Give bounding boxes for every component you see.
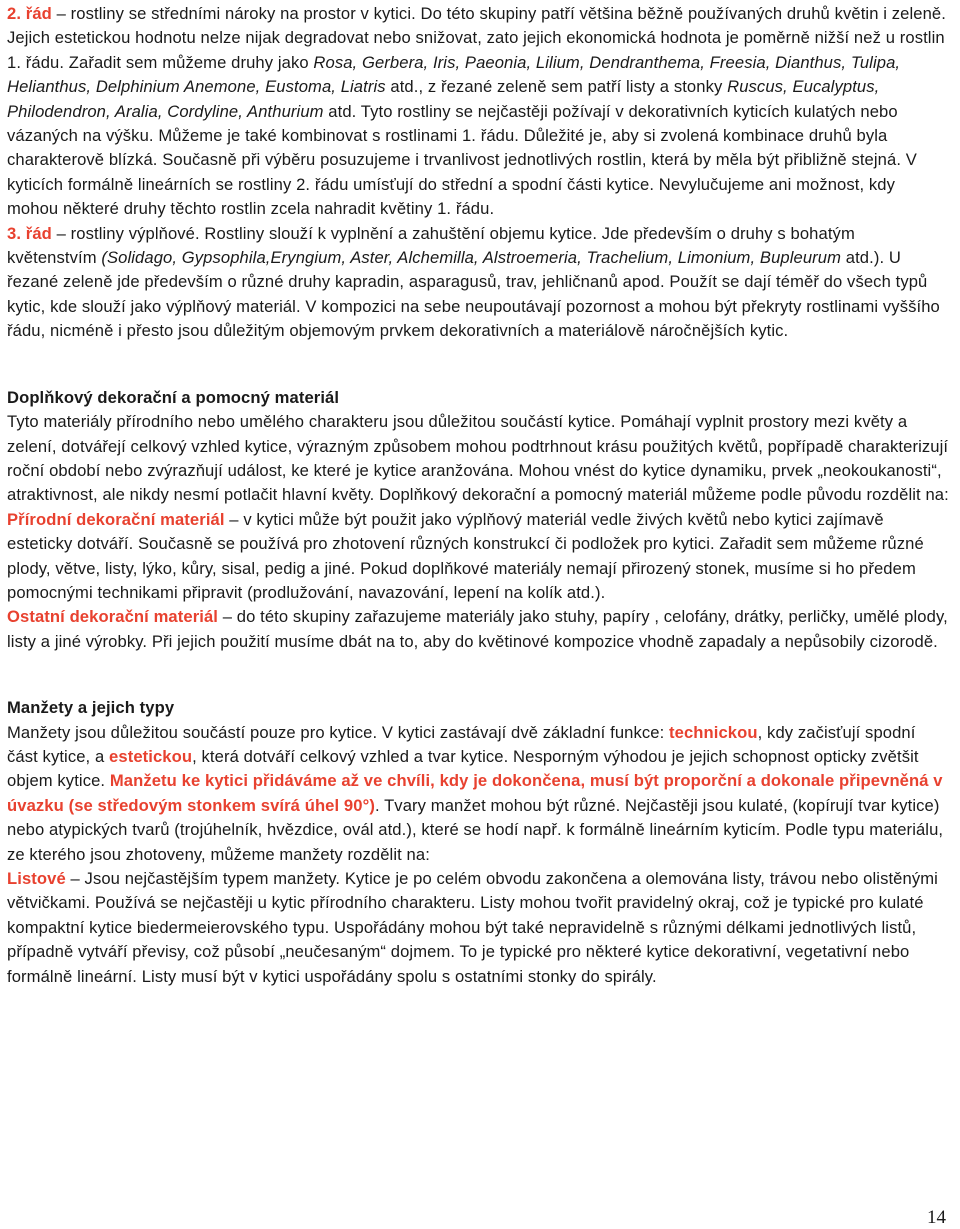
leaf-cuff-term: Listové <box>7 869 66 888</box>
order-number: 2. <box>7 4 22 23</box>
highlight-technical: technickou <box>669 722 758 742</box>
page-number: 14 <box>927 1207 946 1228</box>
text-run: , která dotváří celkový vzhled a tvar kytice. Nesporným výhodou je jejich schopnost opticky zvětšit objem kytice. <box>7 746 919 791</box>
species-list: Rosa, Gerbera, Iris, Paeonia, Lilium, Dendranthema, Freesia, Dianthus, Tulipa, Helianthus, Delphinium Anemone, Eustoma, Liatris <box>7 52 901 97</box>
document-page <box>7 2 949 989</box>
species-list: (Solidago, Gypsophila,Eryngium, Aster, Alchemilla, Alstroemeria, Trachelium, Limonium, Bupleurum <box>101 248 842 268</box>
text-run: – do této skupiny zařazujeme materiály jako stuhy, papíry , celofány, drátky, perličky, umělé plody, listy a jiné výrobky. Při jejich použití musíme dbát na to, aby do květinové kompozice vhodně zapadaly a nepůsobily cizorodě. <box>7 607 948 651</box>
natural-material-term: Přírodní dekorační materiál <box>7 509 225 529</box>
paragraph-natural-material <box>7 508 949 606</box>
text-run: Manžety jsou důležitou součástí pouze pro kytice. V kytici zastávají dvě základní funkce: <box>7 722 670 742</box>
text-run: . Tvary manžet mohou být různé. Nejčastěji jsou kulaté, (kopírují tvar kytice) nebo atypických tvarů (trojúhelník, hvězdice, ovál atd.), které se hodí např. k formálně lineárním kyticím. Podle typu materiálu, ze kterého jsou zhotoveny, můžeme manžety rozdělit na: <box>7 795 944 864</box>
text-run: atd. Tyto rostliny se nejčastěji požívají v dekorativních kyticích kulatých nebo vázaných na výšku. Můžeme je také kombinovat s rostlinami 1. řádu. Důležité je, aby si zvolená kombinace druhů byla charakterově blízká. Současně při výběru posuzujeme i trvanlivost jednotlivých rostlin, která by měla být přibližně stejná. V kyticích formálně lineárních se rostliny 2. řádu umísťují do střední a spodní části kytice. Nevylučujeme ani možnost, kdy mohou některé druhy těchto rostlin zcela nahradit květiny 1. řádu. <box>7 101 917 219</box>
text-run: – v kytici může být použit jako výplňový materiál vedle živých květů nebo kytici zajímavě esteticky dotváří. Současně se používá pro zhotovení různých konstrukcí či podložek pro kytici. Zařadit sem můžeme různé plody, větve, listy, lýko, kůry, sisal, pedig a jiné. Pokud doplňkové materiály nemají přirozený stonek, musíme si ho předem pomocnými technikami připravit (prodlužování, navazování, lepení na kolík atd.). <box>7 509 924 602</box>
highlight-aesthetic: estetickou <box>109 746 193 766</box>
text-run: – rostliny se středními nároky na prostor v kytici. Do této skupiny patří většina běžně používaných druhů květin i zeleně. Jejich estetickou hodnotu nelze nijak degradovat nebo snižovat, zato jejich ekonomická hodnota je poměrně nižší než u rostlin 1. řádu. Zařadit sem můžeme druhy jako <box>7 4 946 72</box>
species-list: Ruscus, Eucalyptus, Philodendron, Aralia, Cordyline, Anthurium <box>7 77 880 121</box>
section-intro: Tyto materiály přírodního nebo umělého charakteru jsou důležitou součástí kytice. Pomáhají vyplnit prostory mezi květy a zelení, dotvářejí celkový vzhled kytice, výrazným způsobem mohou podtrhnout krásu použitých květů, popřípadě charakterizují roční období nebo zvýrazňují událost, ke které je kytice aranžována. Mohou vnést do kytice dynamiku, prvek „neokoukanosti“, atraktivnost, ale nikdy nesmí potlačit hlavní květy. Doplňkový dekorační a pomocný materiál můžeme podle původu rozdělit na: <box>7 412 949 505</box>
order-term: řád <box>25 4 52 23</box>
order-term: řád <box>25 223 52 243</box>
section-heading: Manžety a jejich typy <box>7 698 175 718</box>
paragraph-order-3 <box>7 222 949 344</box>
paragraph-cuffs <box>7 721 949 867</box>
paragraph-leaf-cuffs <box>7 867 949 989</box>
other-material-term: Ostatní dekorační materiál <box>7 607 219 627</box>
highlight-rule: Manžetu ke kytici přidáváme až ve chvíli, kdy je dokončena, musí být proporční a dokonale připevněná v úvazku (se středovým stonkem svírá úhel 90°) <box>7 771 943 815</box>
text-run: atd., z řezané zeleně sem patří listy a stonky <box>385 77 728 97</box>
paragraph-other-material <box>7 605 949 654</box>
section-heading: Doplňkový dekorační a pomocný materiál <box>7 387 340 407</box>
order-number: 3. <box>7 223 22 243</box>
text-run: , kdy začisťují spodní část kytice, a <box>7 722 916 766</box>
paragraph-order-2 <box>7 2 949 222</box>
text-run: – rostliny výplňové. Rostliny slouží k vyplnění a zahuštění objemu kytice. Jde především o druhy s bohatým květenstvím <box>7 223 855 268</box>
text-run: atd.). U řezané zeleně jde především o různé druhy kapradin, asparagusů, trav, jehličnanů apod. Použít se dají téměř do všech typů kytic, kde slouží jako výplňový materiál. V kompozici na sebe neupoutávají pozornost a mohou být překryty rostlinami vyššího řádu, nicméně i přesto jsou důležitým objemovým prvkem dekorativních a materiálově náročnějších kytic. <box>7 248 940 341</box>
text-run: – Jsou nejčastějším typem manžety. Kytice je po celém obvodu zakončena a olemována listy, trávou nebo olistěnými větvičkami. Používá se nejčastěji u kytic přírodního charakteru. Listy mohou tvořit pravidelný okraj, což je typické pro kulaté kompaktní kytice biedermeierovského typu. Uspořádány mohou být také nepravidelně s různými délkami jednotlivých listů, případně vytváří převisy, což působí „neučesaným“ dojmem. To je typické pro některé kytice dekorativní, vegetativní nebo formálně lineární. Listy musí být v kytici uspořádány spolu s ostatními stonky do spirály. <box>7 869 938 986</box>
